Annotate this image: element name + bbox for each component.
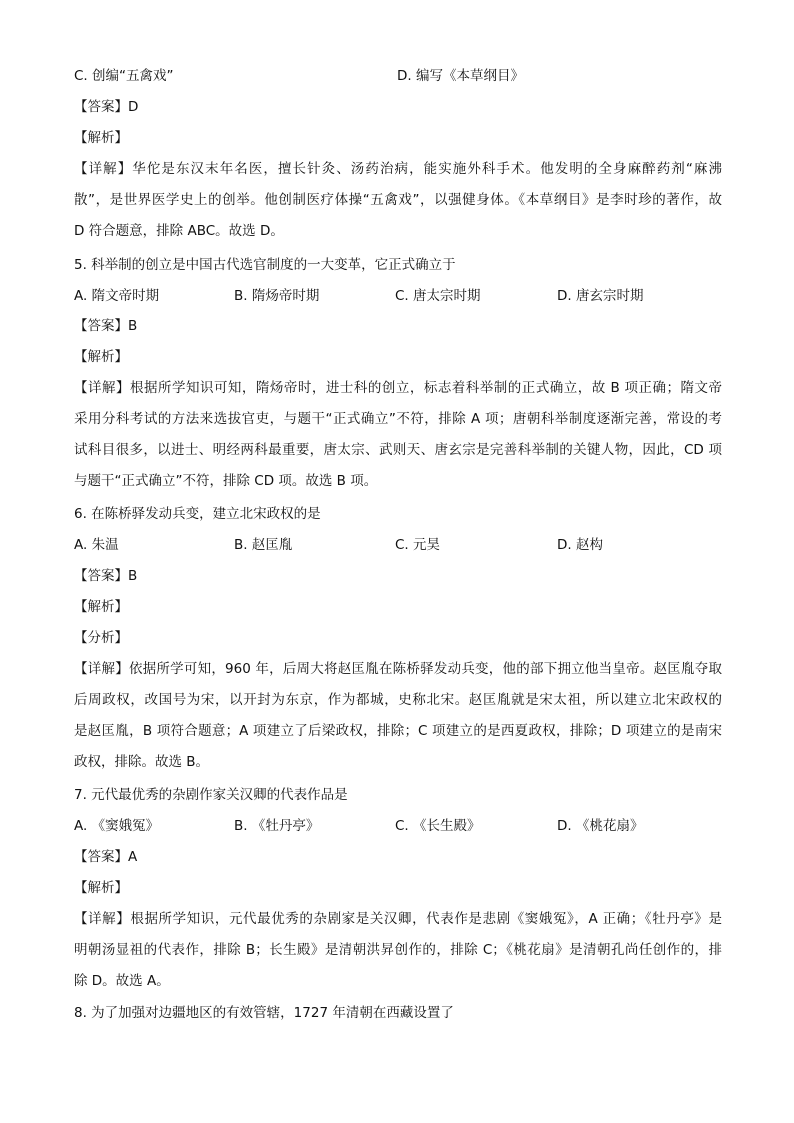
q6-option-a: A. 朱温: [74, 537, 119, 553]
q5-option-b: B. 隋炀帝时期: [234, 288, 320, 304]
detail-line: [74, 154, 722, 185]
q7-option-b: B. 《牡丹亭》: [234, 818, 320, 834]
answer-value: D: [128, 99, 139, 115]
detail-label: 【详解】: [74, 380, 130, 396]
q5-analysis-label: 【解析】: [74, 349, 128, 365]
q8-stem: 8. 为了加强对边疆地区的有效管辖，1727 年清朝在西藏设置了: [74, 1005, 454, 1021]
detail-line: 后周政权，改国号为宋，以开封为东京，作为都城，史称北宋。赵匡胤就是宋太祖，所以建立北宋政权的: [74, 692, 722, 708]
detail-label: 【详解】: [74, 161, 133, 177]
q4-detail: [74, 154, 722, 247]
detail-line: 政权，排除。故选 B。: [74, 754, 210, 770]
detail-line: 除 D。故选 A。: [74, 973, 170, 989]
q5-answer: [74, 316, 137, 336]
answer-label: 【答案】: [74, 99, 128, 115]
detail-text: 华佗是东汉末年名医，擅长针灸、汤药治病，能实施外科手术。他发明的全身麻醉药剂“麻沸: [132, 161, 723, 177]
detail-text: 根据所学知识，元代最优秀的杂剧家是关汉卿，代表作是悲剧《窦娥冤》，A 正确；《牡丹亭》是: [130, 911, 723, 927]
answer-label: 【答案】: [74, 849, 128, 865]
q6-detail: [74, 654, 722, 778]
q4-analysis-label: 【解析】: [74, 130, 128, 146]
detail-line: 明朝汤显祖的代表作，排除 B；长生殿》是清朝洪昇创作的，排除 C；《桃花扇》是清朝孔尚任创作的，排: [74, 942, 722, 958]
q7-option-c: C. 《长生殿》: [395, 818, 481, 834]
q7-option-d: D. 《桃花扇》: [557, 818, 644, 834]
q6-stem: 6. 在陈桥驿发动兵变，建立北宋政权的是: [74, 506, 321, 522]
q6-analysis-label: 【解析】: [74, 599, 128, 615]
answer-label: 【答案】: [74, 318, 128, 334]
q7-stem: 7. 元代最优秀的杂剧作家关汉卿的代表作品是: [74, 787, 348, 803]
q5-option-d: D. 唐玄宗时期: [557, 288, 644, 304]
q7-detail: [74, 904, 722, 997]
detail-line: [74, 373, 722, 404]
answer-value: B: [128, 568, 138, 584]
answer-value: A: [128, 849, 138, 865]
answer-label: 【答案】: [74, 568, 128, 584]
detail-label: 【详解】: [74, 661, 129, 677]
detail-line: 试科目很多，以进士、明经两科最重要，唐太宗、武则天、唐玄宗是完善科举制的关键人物，因此，CD 项: [74, 442, 722, 458]
q4-option-c: C. 创编“五禽戏”: [74, 68, 174, 84]
q7-analysis-label: 【解析】: [74, 880, 128, 896]
detail-line: 是赵匡胤，B 项符合题意；A 项建立了后梁政权，排除；C 项建立的是西夏政权，排除；D 项建立的是南宋: [74, 723, 722, 739]
detail-line: D 符合题意，排除 ABC。故选 D。: [74, 223, 284, 239]
q4-option-d: D. 编写《本草纲目》: [397, 68, 524, 84]
q6-option-b: B. 赵匡胤: [234, 537, 293, 553]
q6-extra-label: 【分析】: [74, 630, 128, 646]
q6-option-c: C. 元昊: [395, 537, 441, 553]
detail-line: [74, 654, 722, 685]
q6-option-d: D. 赵构: [557, 537, 603, 553]
answer-value: B: [128, 318, 138, 334]
detail-text: 根据所学知识可知，隋炀帝时，进士科的创立，标志着科举制的正式确立，故 B 项正确；隋文帝: [129, 380, 723, 396]
detail-line: 采用分科考试的方法来选拔官吏，与题干“正式确立”不符，排除 A 项；唐朝科举制度逐渐完善，常设的考: [74, 411, 722, 427]
q6-answer: [74, 566, 137, 586]
detail-line: 与题干“正式确立”不符，排除 CD 项。故选 B 项。: [74, 473, 378, 489]
detail-line: [74, 904, 722, 935]
q5-detail: [74, 373, 722, 497]
q5-option-a: A. 隋文帝时期: [74, 288, 160, 304]
detail-text: 依据所学可知，960 年，后周大将赵匡胤在陈桥驿发动兵变，他的部下拥立他当皇帝。赵匡胤夺取: [128, 661, 723, 677]
q7-answer: [74, 847, 137, 867]
q7-option-a: A. 《窦娥冤》: [74, 818, 160, 834]
q5-stem: 5. 科举制的创立是中国古代选官制度的一大变革，它正式确立于: [74, 257, 456, 273]
detail-label: 【详解】: [74, 911, 131, 927]
q4-answer: [74, 97, 138, 117]
detail-line: 散”，是世界医学史上的创举。他创制医疗体操“五禽戏”，以强健身体。《本草纲目》是李时珍的著作，故: [74, 192, 722, 208]
q5-option-c: C. 唐太宗时期: [395, 288, 481, 304]
